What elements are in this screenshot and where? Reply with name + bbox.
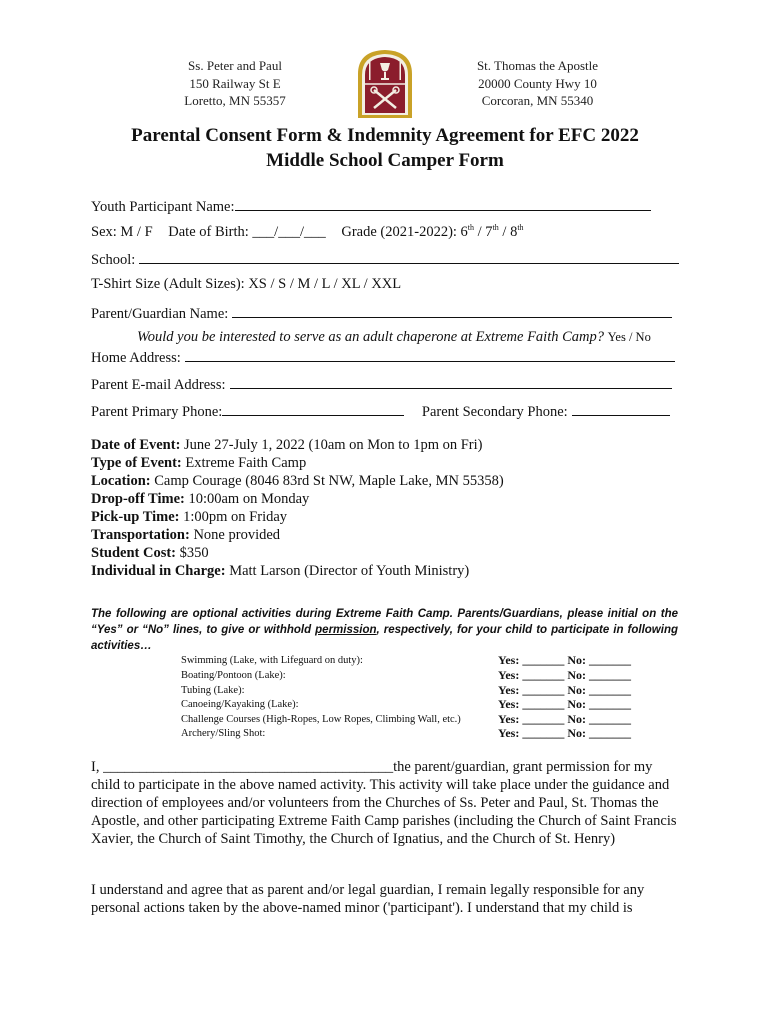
- event-date: Date of Event: June 27-July 1, 2022 (10am on Mon to 1pm on Fri): [91, 437, 483, 453]
- consent-paragraph: I, ________________________________________the parent/guardian, grant permission for my child to participate in the above named activity. This activity will take place under the guidance and direction of employees and/or volunteers from the Churches of Ss. Peter and Paul, St. Thomas the Apostle, and other participating Extreme Faith Camp parishes (including the Church of Saint Francis Xavier, the Church of Saint Timothy, the Church of Ignatius, and the Church of St. Henry): [91, 759, 677, 847]
- parish-address-right: [455, 57, 620, 110]
- primary-phone-field[interactable]: [222, 401, 404, 416]
- parish-city: Corcoran, MN 55340: [481, 93, 594, 108]
- activity-label: Canoeing/Kayaking (Lake):: [181, 699, 299, 710]
- activity-label: Archery/Sling Shot:: [181, 728, 266, 739]
- parish-street: 20000 County Hwy 10: [478, 75, 597, 91]
- event-location: Location: Camp Courage (8046 83rd St NW, Maple Lake, MN 55358): [91, 473, 504, 489]
- event-transportation: Transportation: None provided: [91, 527, 281, 543]
- sex-dob-grade-row: [91, 223, 524, 241]
- yes-no-initial-field[interactable]: Yes: _______ No: _______: [498, 697, 631, 711]
- home-address-row: [91, 347, 675, 367]
- form-subtitle: Middle School Camper Form: [266, 150, 504, 171]
- youth-name-row: [91, 196, 651, 216]
- parish-street: 150 Railway St E: [189, 75, 281, 91]
- youth-name-label: Youth Participant Name:: [91, 199, 235, 215]
- tshirt-size-row[interactable]: T-Shirt Size (Adult Sizes): XS / S / M / L / XL / XXL: [91, 276, 402, 292]
- activity-label: Challenge Courses (High-Ropes, Low Ropes, Climbing Wall, etc.): [181, 714, 461, 725]
- activity-label: Swimming (Lake, with Lifeguard on duty):: [181, 655, 363, 666]
- optional-activities-intro: The following are optional activities during Extreme Faith Camp. Parents/Guardians, please initial on the “Yes” or “No” lines, to give or withhold permission, respectively, for your child to participate in following activities…: [91, 608, 678, 652]
- parish-city: Loretto, MN 55357: [184, 93, 286, 108]
- event-cost: Student Cost: $350: [91, 545, 209, 561]
- sex-label[interactable]: Sex: M / F: [91, 223, 153, 240]
- chaperone-row: [137, 329, 651, 346]
- school-label: School:: [91, 252, 136, 268]
- parish-name: St. Thomas the Apostle: [476, 58, 599, 73]
- form-title: Parental Consent Form & Indemnity Agreement for EFC 2022: [131, 125, 639, 146]
- parent-email-label: Parent E-mail Address:: [91, 377, 226, 393]
- primary-phone-label: Parent Primary Phone:: [91, 404, 223, 420]
- church-shield-logo-icon: [355, 48, 415, 120]
- home-address-field[interactable]: [185, 347, 675, 362]
- activity-label: Tubing (Lake):: [181, 685, 245, 696]
- yes-no-initial-field[interactable]: Yes: _______ No: _______: [498, 653, 631, 667]
- school-row: [91, 249, 679, 269]
- parish-name: Ss. Peter and Paul: [188, 58, 282, 73]
- parent-email-row: [91, 374, 672, 394]
- yes-no-initial-field[interactable]: Yes: _______ No: _______: [498, 668, 631, 682]
- chaperone-question: Would you be interested to serve as an adult chaperone at Extreme Faith Camp?: [137, 329, 605, 345]
- yes-no-initial-field[interactable]: Yes: _______ No: _______: [498, 683, 631, 697]
- home-address-label: Home Address:: [91, 350, 181, 366]
- parent-name-row: [91, 303, 672, 323]
- secondary-phone-field[interactable]: [572, 401, 670, 416]
- activity-label: Boating/Pontoon (Lake):: [181, 670, 286, 681]
- yes-no-initial-field[interactable]: Yes: _______ No: _______: [498, 726, 631, 740]
- chaperone-options[interactable]: Yes / No: [607, 330, 651, 344]
- phone-row: [91, 401, 670, 421]
- event-contact: Individual in Charge: Matt Larson (Director of Youth Ministry): [91, 563, 470, 579]
- parent-name-field[interactable]: [232, 303, 672, 318]
- event-dropoff: Drop-off Time: 10:00am on Monday: [91, 491, 310, 507]
- grade-label[interactable]: Grade (2021-2022): 6th / 7th / 8th: [341, 223, 524, 240]
- yes-no-initial-field[interactable]: Yes: _______ No: _______: [498, 712, 631, 726]
- event-pickup: Pick-up Time: 1:00pm on Friday: [91, 509, 288, 525]
- secondary-phone-label: Parent Secondary Phone:: [421, 404, 568, 420]
- parent-name-label: Parent/Guardian Name:: [91, 306, 229, 322]
- youth-name-field[interactable]: [235, 196, 651, 211]
- dob-label[interactable]: Date of Birth: ___/___/___: [168, 223, 326, 240]
- liability-paragraph: I understand and agree that as parent and/or legal guardian, I remain legally responsible for any personal actions taken by the above-named minor ('participant'). I understand that my child is: [91, 882, 645, 916]
- event-type: Type of Event: Extreme Faith Camp: [91, 455, 307, 471]
- event-details: [91, 436, 504, 580]
- parent-email-field[interactable]: [230, 374, 672, 389]
- school-field[interactable]: [139, 249, 679, 264]
- parish-address-left: [160, 57, 310, 110]
